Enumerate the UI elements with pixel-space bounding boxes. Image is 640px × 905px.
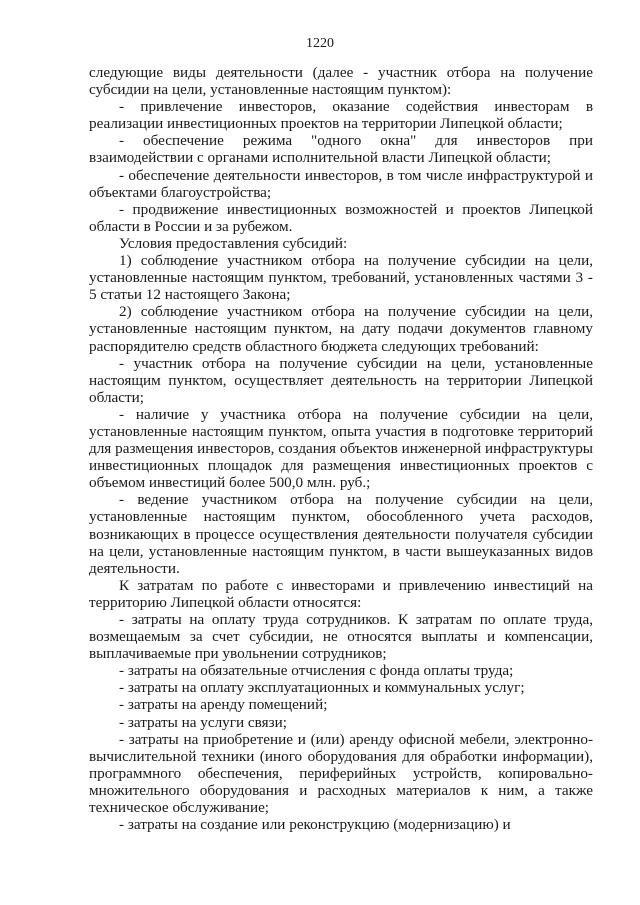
paragraph: - продвижение инвестиционных возможностей и проектов Липецкой области в России и за рубежом. — [89, 200, 593, 235]
paragraph: - затраты на аренду помещений; — [119, 696, 328, 714]
paragraph: - обеспечение режима "одного окна" для инвесторов при взаимодействии с органами исполнительной власти Липецкой области; — [89, 132, 593, 167]
page-number: 1220 — [306, 36, 334, 51]
paragraph: следующие виды деятельности (далее - участник отбора на получение субсидии на цели, установленные настоящим пунктом): — [89, 64, 593, 99]
paragraph: - привлечение инвесторов, оказание содействия инвесторам в реализации инвестиционных проектов на территории Липецкой области; — [89, 98, 593, 133]
paragraph: - затраты на оплату труда сотрудников. К затратам по оплате труда, возмещаемым за счет субсидии, не относятся выплаты и компенсации, выплачиваемые при увольнении сотрудников; — [89, 611, 593, 663]
paragraph: - затраты на услуги связи; — [119, 713, 287, 731]
paragraph: - затраты на обязательные отчисления с фонда оплаты труда; — [119, 662, 514, 680]
paragraph: К затратам по работе с инвесторами и привлечению инвестиций на территорию Липецкой области относятся: — [89, 576, 593, 611]
paragraph: - обеспечение деятельности инвесторов, в том числе инфраструктурой и объектами благоустройства; — [89, 166, 593, 201]
paragraph: - ведение участником отбора на получение субсидии на цели, установленные настоящим пунктом, обособленного учета расходов, возникающих в процессе осуществления деятельности получателя субсидии на цели, установленные настоящим пунктом, в части вышеуказанных видов деятельности. — [89, 491, 593, 577]
paragraph: 1) соблюдение участником отбора на получение субсидии на цели, установленные настоящим пунктом, требований, установленных частями 3 - 5 статьи 12 настоящего Закона; — [89, 252, 593, 304]
paragraph: - затраты на оплату эксплуатационных и коммунальных услуг; — [119, 679, 525, 697]
paragraph: 2) соблюдение участником отбора на получение субсидии на цели, установленные настоящим пунктом, на дату подачи документов главному распорядителю средств областного бюджета следующих требований: — [89, 303, 593, 355]
document-body — [89, 64, 593, 833]
paragraph: - затраты на приобретение и (или) аренду офисной мебели, электронно-вычислительной техники (иного оборудования для обработки информации), программного обеспечения, периферийных устройств, копировально-множительного оборудования и расходных материалов к ним, а также техническое обслуживание; — [89, 730, 593, 817]
paragraph: - наличие у участника отбора на получение субсидии на цели, установленные настоящим пунктом, опыта участия в подготовке территорий для размещения инвесторов, создания объектов инженерной инфраструктуры инвестиционных площадок для размещения инвестиционных проектов с объемом инвестиций более 500,0 млн. руб.; — [89, 405, 593, 492]
paragraph: - участник отбора на получение субсидии на цели, установленные настоящим пунктом, осуществляет деятельность на территории Липецкой области; — [89, 354, 593, 406]
paragraph: Условия предоставления субсидий: — [119, 234, 348, 252]
paragraph: - затраты на создание или реконструкцию (модернизацию) и — [119, 816, 511, 834]
